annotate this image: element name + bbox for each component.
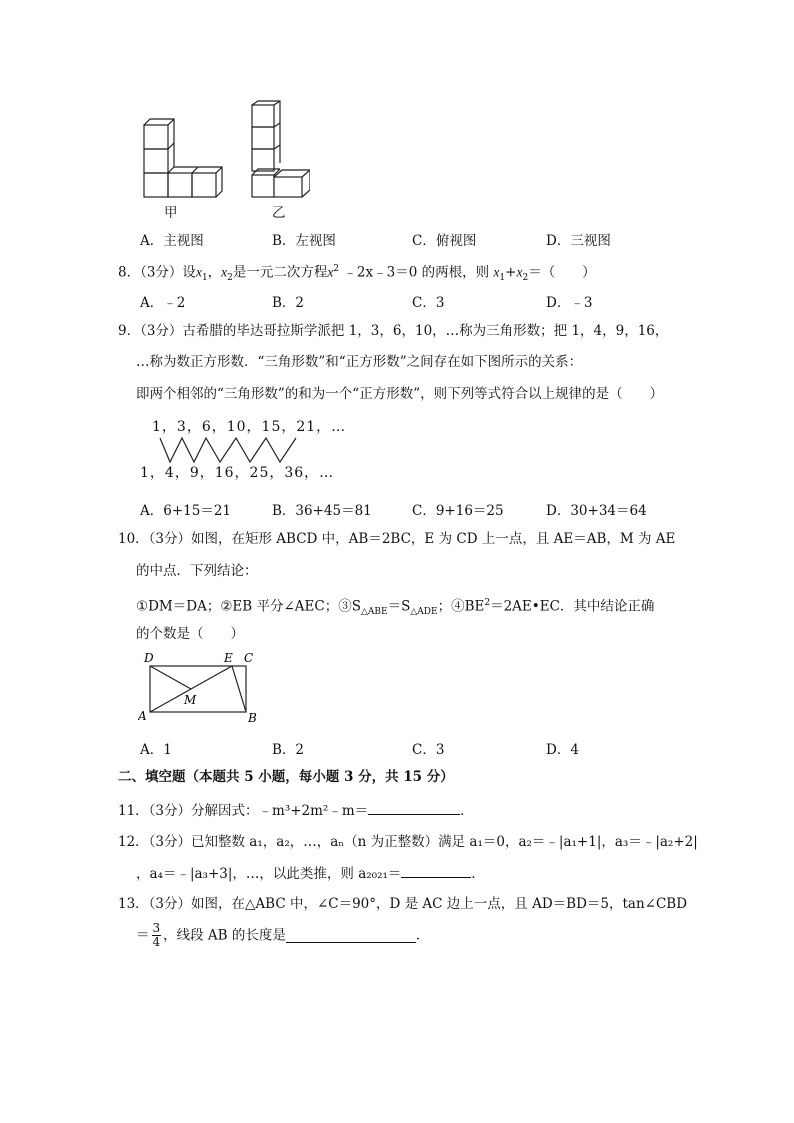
q8-option-a: A．﹣2 <box>140 295 186 311</box>
q7-option-b: B．左视图 <box>272 233 336 249</box>
q10-line-2: 的中点．下列结论： <box>136 563 258 579</box>
q8-option-b: B．2 <box>272 295 305 311</box>
q10-line-1: 10．（3分）如图，在矩形 ABCD 中，AB＝2BC，E 为 CD 上一点，且 AE＝AB，M 为 AE <box>118 531 676 547</box>
q8-option-d: D．﹣3 <box>546 295 593 311</box>
q13-fraction: $\frac{3}{4}$ <box>152 921 161 949</box>
q9-option-c: C．9+16＝25 <box>412 503 504 519</box>
q9-square-row: 1，4，9，16，25，36，… <box>140 465 335 481</box>
q9-option-a: A．6+15＝21 <box>140 503 232 519</box>
figure-label-jia: 甲 <box>164 205 178 221</box>
q10-option-b: B．2 <box>272 742 305 758</box>
q11-stem: 11．（3分）分解因式：﹣m³+2m²﹣m＝ ． <box>118 803 474 819</box>
q9-line-3: 即两个相邻的“三角形数”的和为一个“正方形数”，则下列等式符合以上规律的是（ ） <box>136 386 664 402</box>
q10-option-c: C．3 <box>412 742 445 758</box>
q10-conclusions: ①DM＝DA；②EB 平分∠AEC；$③S_{\triangle ABE}=S_{\triangle ADE}$；$④BE^2=2AE•EC$．其中结论正确 <box>136 598 655 618</box>
q13-line-1: 13．（3分）如图，在△ABC 中，∠C＝90°，D 是 AC 边上一点，且 AD＝BD＝5，tan∠CBD <box>118 896 688 912</box>
section-heading: 二、填空题（本题共 5 小题，每小题 3 分，共 15 分） <box>118 769 454 785</box>
q8-stem: 8．（3分）设$x_1$，$x_2$是一元二次方程$x^2$ ﹣2x﹣3＝0 的两根，则 $x_1+x_2=$（ ） <box>118 264 596 284</box>
q9-line-1: 9．（3分）古希腊的毕达哥拉斯学派把 1，3，6，10，…称为三角形数；把 1，4，9，16， <box>118 323 669 339</box>
q9-option-d: D．30+34＝64 <box>546 503 647 519</box>
q10-label-e: E <box>224 651 233 665</box>
q9-line-2: …称为数正方形数．“三角形数”和“正方形数”之间存在如下图所示的关系： <box>136 354 583 370</box>
q12-line-1: 12．（3分）已知整数 a₁，a₂，…，aₙ（n 为正整数）满足 a₁＝0，a₂＝﹣|a₁+1|，a₃＝﹣|a₂+2| <box>118 834 698 850</box>
q10-label-d: D <box>144 651 154 665</box>
q9-zigzag <box>150 436 310 466</box>
q12-line-2: ，a₄＝﹣|a₃+3|，…，以此类推，则 a₂₀₂₁＝ ． <box>136 866 485 882</box>
q10-option-a: A．1 <box>140 742 172 758</box>
q8-option-c: C．3 <box>412 295 445 311</box>
q12-answer-blank[interactable] <box>401 864 471 878</box>
q7-option-c: C．俯视图 <box>412 233 477 249</box>
q10-label-m: M <box>184 693 197 707</box>
q7-option-d: D．三视图 <box>546 233 611 249</box>
q11-answer-blank[interactable] <box>368 801 460 815</box>
q13-line-2: ＝ $\frac{3}{4}$ ，线段 AB 的长度是 ． <box>136 921 430 949</box>
q13-answer-blank[interactable] <box>286 929 416 943</box>
q7-option-a: A．主视图 <box>140 233 204 249</box>
q10-rectangle-figure <box>138 648 268 728</box>
q9-triangle-row: 1，3，6，10，15，21，… <box>152 419 347 435</box>
q10-line-4: 的个数是（ ） <box>136 626 244 642</box>
figure-label-yi: 乙 <box>272 205 286 221</box>
q10-label-a: A <box>138 709 147 723</box>
q9-option-b: B．36+45＝81 <box>272 503 372 519</box>
q10-label-b: B <box>248 711 257 725</box>
q10-option-d: D．4 <box>546 742 579 758</box>
q10-label-c: C <box>244 651 254 665</box>
